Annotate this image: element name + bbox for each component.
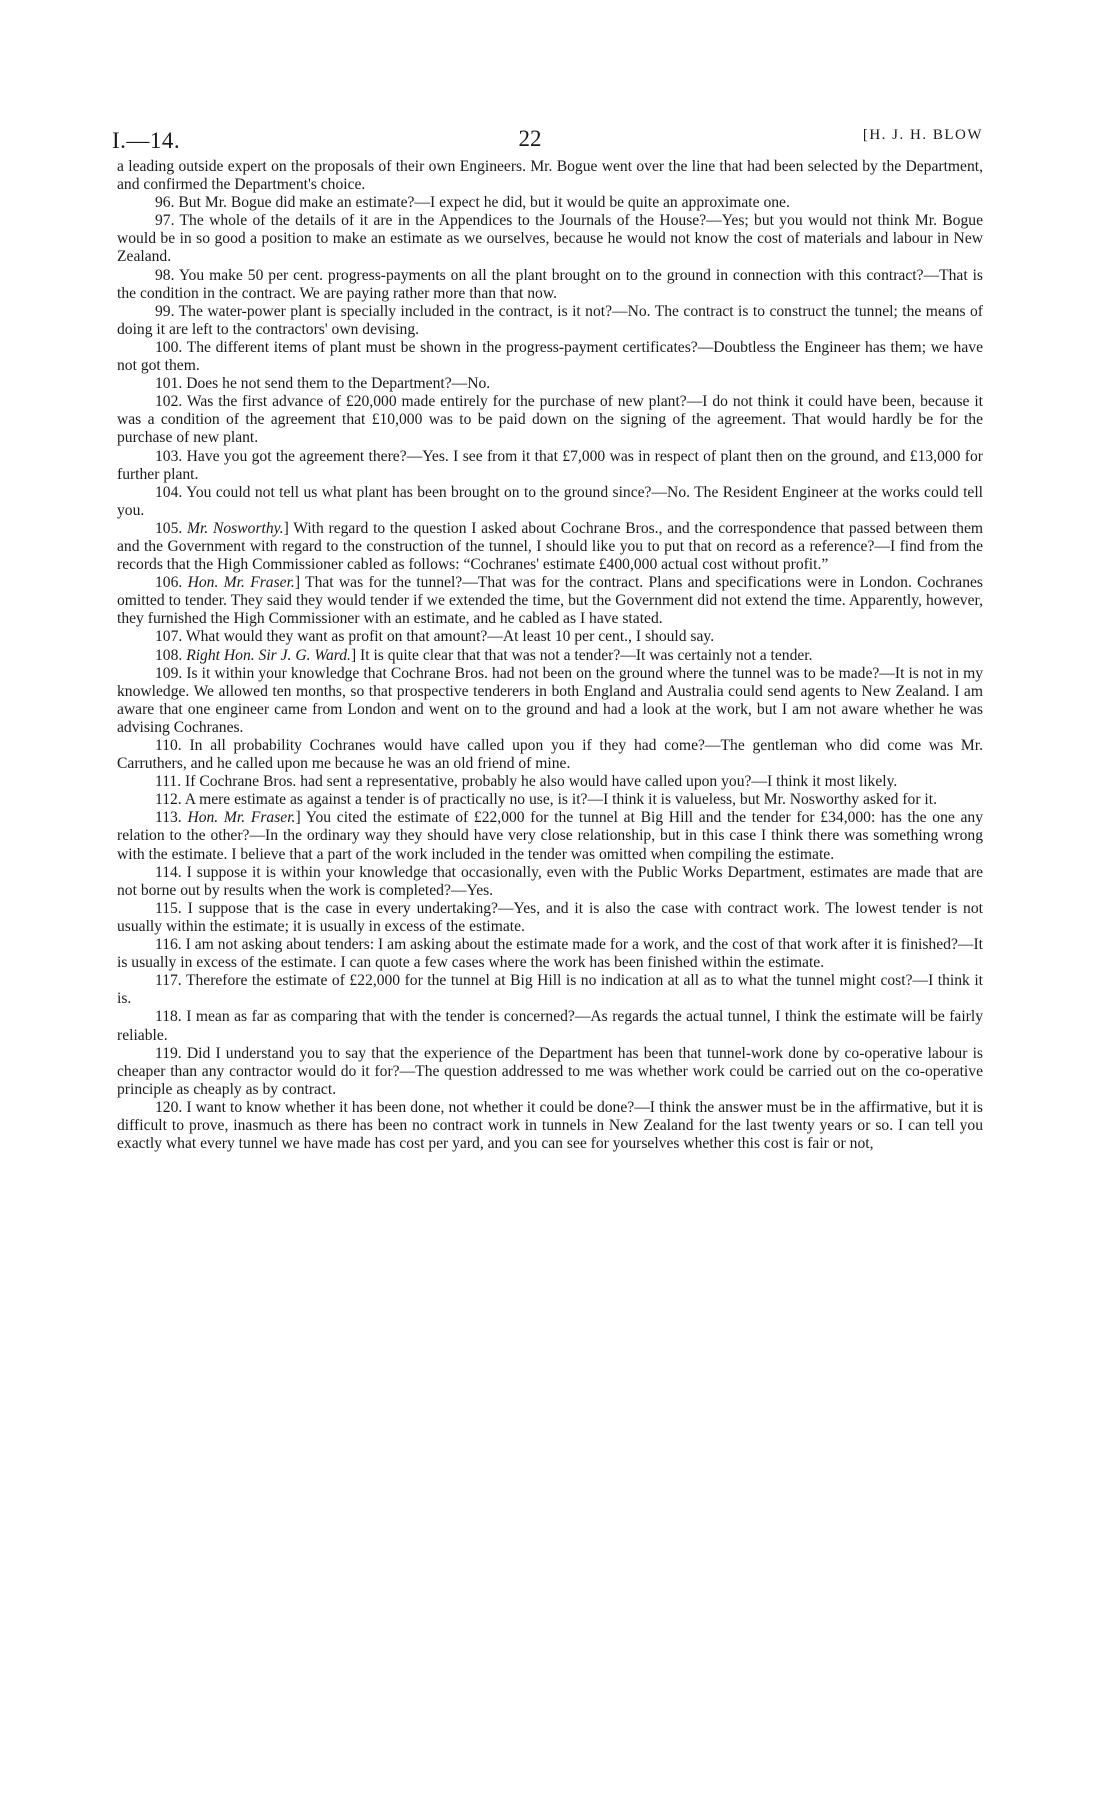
paragraph (117, 1045, 983, 1099)
document-page (112, 118, 984, 1153)
question-number: 98. (155, 266, 175, 284)
question-number: 113. (155, 809, 182, 827)
paragraph (117, 773, 983, 791)
paragraph (117, 1008, 983, 1044)
paragraph-text: It is quite clear that that was not a tender?—It was certainly not a tender. (360, 646, 813, 664)
paragraph (117, 339, 983, 375)
paragraph-text: a leading outside expert on the proposals of their own Engineers. Mr. Bogue went over the line that had been selected by the Department, and confirmed the Department's choice. (117, 158, 983, 194)
question-number: 109. (155, 664, 183, 682)
paragraph (117, 665, 983, 737)
paragraph (117, 972, 983, 1008)
paragraph-text: You make 50 per cent. progress-payments on all the plant brought on to the ground in connection with this contract?—That is the condition in the contract. We are paying rather more than that now. (117, 266, 983, 302)
paragraph-text: The whole of the details of it are in the Appendices to the Journals of the House?—Yes; but you would not think Mr. Bogue would be in so good a position to make an estimate as we ourselves, because he would not know the cost of materials and labour in New Zealand. (117, 212, 983, 266)
page-number: 22 (518, 126, 542, 151)
paragraph-text: With regard to the question I asked about Cochrane Bros., and the correspondence that passed between them and the Government with regard to the construction of the tunnel, I should like you to put that on record as a reference?—I find from the records that the High Commissioner cabled as follows: “Cochranes' estimate £400,000 actual cost without profit.” (117, 519, 984, 574)
paragraph-text: Did I understand you to say that the experience of the Department has been that tunnel-work done by co-operative labour is cheaper than any contractor would do it for?—The question addressed to me was whether work could be carried out on the co-operative principle as cheaply as by contract. (117, 1044, 983, 1098)
paragraph (117, 628, 983, 646)
question-number: 102. (155, 393, 183, 411)
speaker-name: Mr. Nosworthy. (187, 519, 284, 537)
paragraph (117, 864, 983, 900)
question-number: 96. (155, 194, 175, 212)
paragraph (117, 375, 983, 393)
paragraph-text: I want to know whether it has been done, not whether it could be done?—I think the answer must be in the affirmative, but it is difficult to prove, inasmuch as there has been no contract work in tunnels in New Zealand for the last twenty years or so. I can tell you exactly what every tunnel we have made has cost per yard, and you can see for yourselves whether this cost is fair or not, (117, 1098, 983, 1153)
paragraph (117, 212, 983, 266)
paragraph-text: Is it within your knowledge that Cochrane Bros. had not been on the ground where the tunnel was to be made?—It is not in my knowledge. We allowed ten months, so that prospective tenderers in both England and Australia could send agents to New Zealand. I am aware that one engineer came from London and went on to the ground and had a look at the work, but I am not aware whether he was advising Cochranes. (117, 664, 983, 736)
paragraph (117, 303, 983, 339)
paragraph (117, 737, 983, 773)
document-body (117, 158, 983, 1153)
paragraph-text: I suppose it is within your knowledge that occasionally, even with the Public Works Department, estimates are made that are not borne out by results when the work is completed?—Yes. (117, 863, 983, 899)
paragraph (117, 448, 983, 484)
paragraph-text: I suppose that is the case in every undertaking?—Yes, and it is also the case with contract work. The lowest tender is not usually within the estimate; it is usually in excess of the estimate. (117, 899, 983, 935)
paragraph (117, 158, 983, 194)
question-number: 99. (155, 302, 175, 320)
paragraph-text: If Cochrane Bros. had sent a representative, probably he also would have called upon you?—I think it most likely. (185, 773, 898, 791)
speaker-name: Right Hon. Sir J. G. Ward. (186, 646, 351, 664)
paragraph-text: A mere estimate as against a tender is of practically no use, is it?—I think it is valueless, but Mr. Nosworthy asked for it. (184, 791, 937, 809)
document-reference: I.—14. (112, 128, 181, 153)
question-number: 117. (155, 972, 182, 990)
paragraph-text: I am not asking about tenders: I am asking about the estimate made for a work, and the cost of that work after it is finished?—It is usually in excess of the estimate. I can quote a few cases where the work has been finished within the estimate. (117, 936, 983, 972)
paragraph-text: That was for the tunnel?—That was for the contract. Plans and specifications were in London. Cochranes omitted to tender. They said they would tender if we extended the time, but the Government did not extend the time. Apparently, however, they furnished the High Commissioner with an estimate, and he cabled as I have stated. (117, 574, 983, 628)
paragraph (117, 267, 983, 303)
question-number: 106. (155, 574, 183, 592)
question-number: 118. (155, 1008, 182, 1026)
question-number: 101. (155, 375, 183, 393)
paragraph: 113. Hon. Mr. Fraser.] You cited the estimate of £22,000 for the tunnel at Big Hill and the tender for £34,000: has the one any relation to the other?—In the ordinary way they should have very close relationship, but in this case I think there was something wrong with the estimate. I believe that a part of the work included in the tender was omitted when compiling the estimate. (117, 809, 984, 863)
paragraph (117, 791, 983, 809)
question-number: 120. (155, 1098, 183, 1116)
question-number: 114. (155, 863, 182, 881)
paragraph-text: Have you got the agreement there?—Yes. I see from it that £7,000 was in respect of plant then on the ground, and £13,000 for further plant. (117, 447, 983, 483)
paragraph-text: The different items of plant must be shown in the progress-payment certificates?—Doubtless the Engineer has them; we have not got them. (117, 338, 983, 375)
paragraph-text: You cited the estimate of £22,000 for the tunnel at Big Hill and the tender for £34,000: has the one any relation to the other?—In the ordinary way they should have very close relationship, but in this case I think there was something wrong with the estimate. I believe that a part of the work included in the tender was omitted when compiling the estimate. (117, 809, 984, 863)
witness-name: [H. J. H. BLOW (862, 127, 983, 143)
question-number: 112. (155, 791, 182, 809)
paragraph (117, 393, 983, 447)
paragraph-text: You could not tell us what plant has been brought on to the ground since?—No. The Resident Engineer at the works could tell you. (117, 483, 983, 519)
paragraph (117, 194, 983, 212)
question-number: 105. (155, 519, 183, 537)
speaker-name: Hon. Mr. Fraser. (187, 574, 295, 592)
question-number: 111. (155, 773, 182, 791)
paragraph (117, 484, 983, 520)
paragraph: 106. Hon. Mr. Fraser.] That was for the tunnel?—That was for the contract. Plans and specifications were in London. Cochranes omitted to tender. They said they would tender if we extended the time, but the Government did not extend the time. Apparently, however, they furnished the High Commissioner with an estimate, and he cabled as I have stated. (117, 574, 983, 628)
paragraph-text: But Mr. Bogue did make an estimate?—I expect he did, but it would be quite an approximate one. (178, 194, 790, 212)
paragraph (117, 1099, 983, 1153)
page-header (112, 118, 983, 158)
question-number: 119. (155, 1044, 182, 1062)
question-number: 110. (155, 737, 182, 754)
question-number: 108. (155, 646, 183, 664)
paragraph-text: The water-power plant is specially included in the contract, is it not?—No. The contract is to construct the tunnel; the means of doing it are left to the contractors' own devising. (117, 302, 983, 338)
paragraph: 108. Right Hon. Sir J. G. Ward.] It is quite clear that that was not a tender?—It was certainly not a tender. (155, 646, 813, 664)
question-number: 103. (155, 447, 183, 465)
paragraph (117, 936, 983, 972)
paragraph-text: What would they want as profit on that amount?—At least 10 per cent., I should say. (185, 628, 715, 646)
paragraph: 105. Mr. Nosworthy.] With regard to the question I asked about Cochrane Bros., and the correspondence that passed between them and the Government with regard to the construction of the tunnel, I should like you to put that on record as a reference?—I find from the records that the High Commissioner cabled as follows: “Cochranes' estimate £400,000 actual cost without profit.” (117, 519, 984, 574)
question-number: 97. (155, 212, 175, 230)
paragraph-text: Does he not send them to the Department?—No. (186, 375, 491, 393)
paragraph (117, 900, 983, 936)
paragraph-text: In all probability Cochranes would have called upon you if they had come?—The gentleman who did come was Mr. Carruthers, and he called upon me because he was an old friend of mine. (117, 737, 984, 773)
question-number: 116. (155, 936, 182, 954)
question-number: 115. (155, 899, 182, 917)
paragraph-text: Was the first advance of £20,000 made entirely for the purchase of new plant?—I do not think it could have been, because it was a condition of the agreement that £10,000 was to be paid down on the signing of the agreement. That would hardly be for the purchase of new plant. (117, 393, 983, 447)
paragraph-text: I mean as far as comparing that with the tender is concerned?—As regards the actual tunnel, I think the estimate will be fairly reliable. (117, 1008, 983, 1044)
paragraph-text: Therefore the estimate of £22,000 for the tunnel at Big Hill is no indication at all as to what the tunnel might cost?—I think it is. (117, 972, 984, 1008)
question-number: 104. (155, 483, 183, 501)
question-number: 107. (155, 628, 183, 646)
question-number: 100. (155, 338, 183, 356)
speaker-name: Hon. Mr. Fraser. (187, 809, 296, 827)
